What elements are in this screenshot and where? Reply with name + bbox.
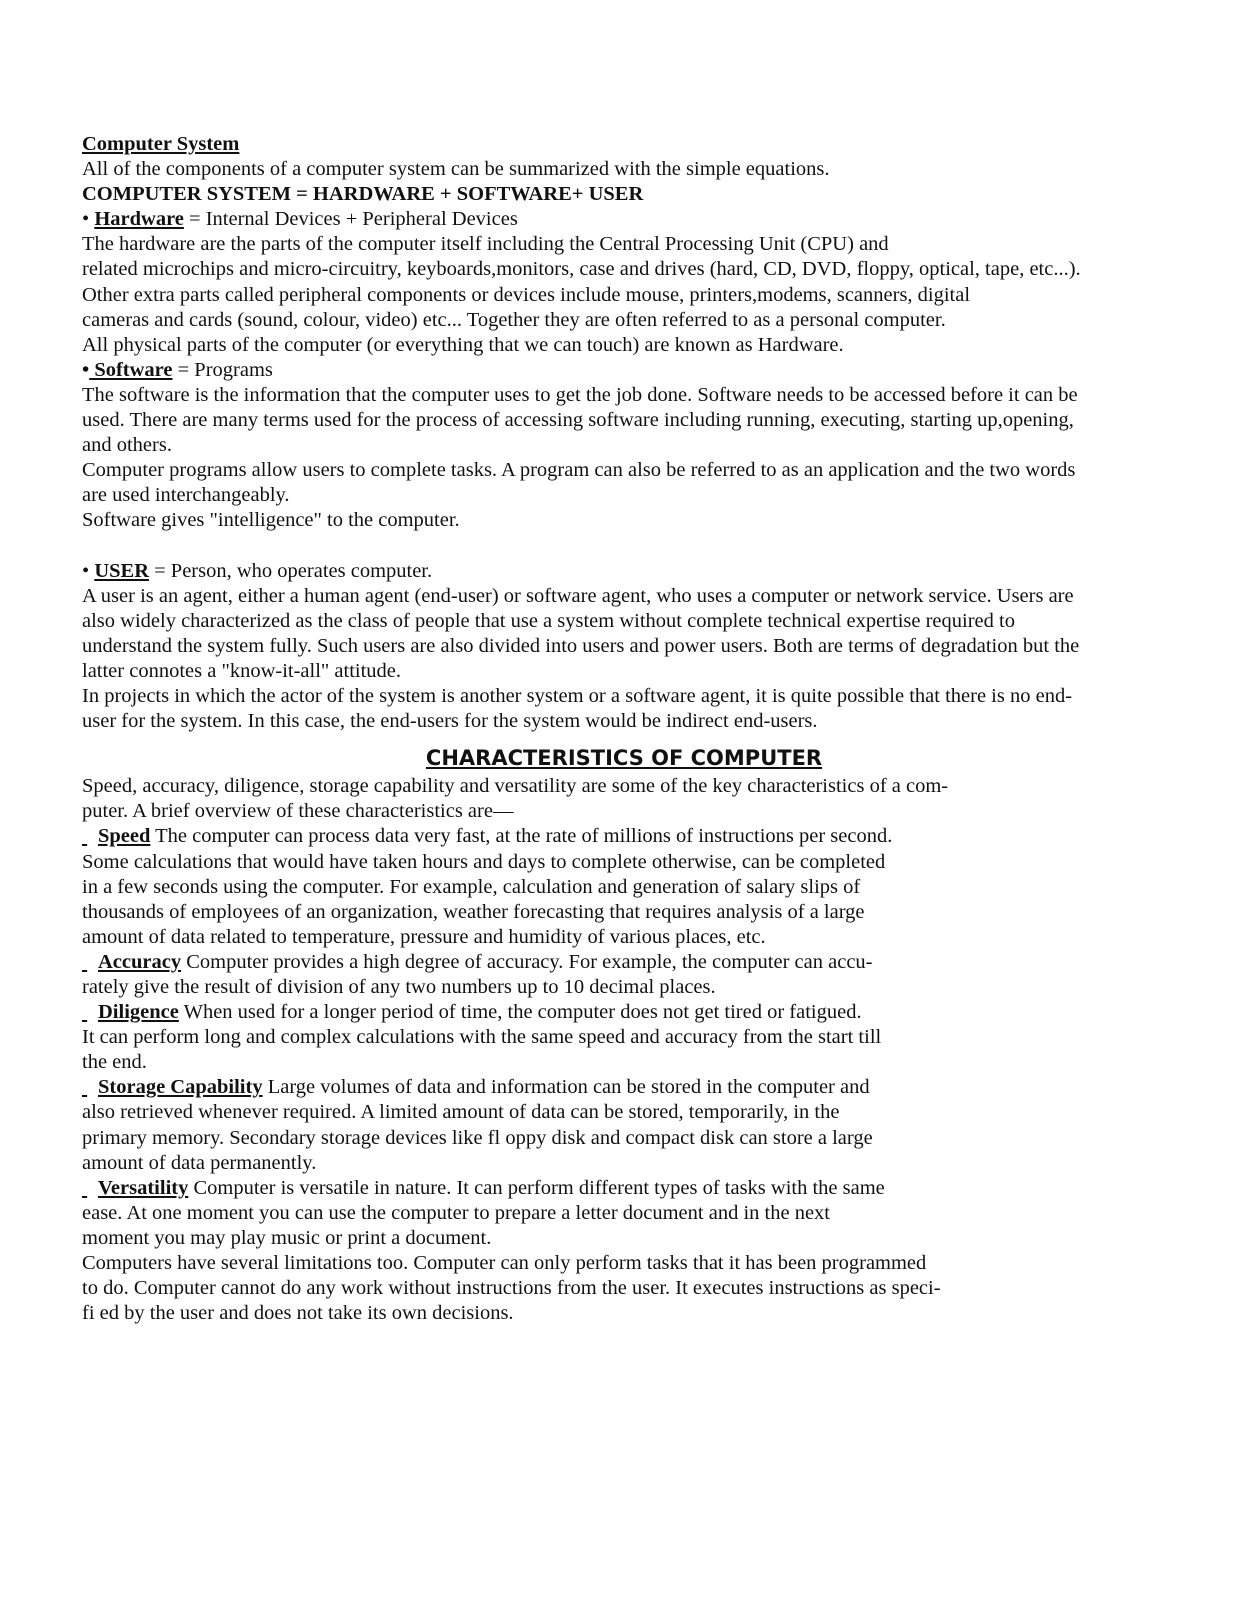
section-title: Computer System (82, 133, 240, 155)
storage-term: Storage Capability (98, 1076, 263, 1099)
document-page (82, 132, 1162, 1326)
bullet: • (82, 358, 90, 381)
user-line: A user is an agent, either a human agent (end-user) or software agent, who uses a computer or network service. Users are (82, 584, 1074, 607)
accuracy-line: rately give the result of division of any two numbers up to 10 decimal places. (82, 976, 716, 998)
hardware-definition: = Internal Devices + Peripheral Devices (183, 208, 518, 231)
versatility-text: Computer is versatile in nature. It can perform different types of tasks with the same (188, 1176, 885, 1199)
limitations-line: fi ed by the user and does not take its own decisions. (82, 1302, 514, 1325)
bullet: • (82, 559, 90, 582)
storage-line: amount of data permanently. (82, 1151, 317, 1174)
equation-text: COMPUTER SYSTEM = HARDWARE + SOFTWARE+ USER (82, 183, 644, 206)
speed-item (82, 824, 1162, 849)
limitations-line: Computers have several limitations too. Computer can only perform tasks that it has been programmed (82, 1252, 927, 1275)
software-line: used. There are many terms used for the process of accessing software including running, executing, starting up,opening, (82, 409, 1074, 432)
hardware-line: cameras and cards (sound, colour, video) etc... Together they are often referred to as a personal computer. (82, 308, 946, 331)
speed-line: Some calculations that would have taken hours and days to complete otherwise, can be completed (82, 850, 886, 873)
hardware-heading (82, 207, 1162, 232)
user-term: USER (94, 559, 149, 582)
speed-line: in a few seconds using the computer. For example, calculation and generation of salary slips of (82, 875, 861, 898)
user-definition: = Person, who operates computer. (149, 559, 433, 582)
hardware-line: Other extra parts called peripheral components or devices include mouse, printers,modems, scanners, digital (82, 283, 971, 306)
software-line: are used interchangeably. (82, 484, 290, 507)
characteristics-intro: Speed, accuracy, diligence, storage capability and versatility are some of the key characteristics of a com- (82, 775, 949, 798)
versatility-term: Versatility (98, 1176, 189, 1199)
diligence-line: the end. (82, 1051, 147, 1074)
software-line: The software is the information that the computer uses to get the job done. Software needs to be accessed before it can be (82, 383, 1078, 406)
spacer (82, 534, 1162, 559)
diligence-term: Diligence (98, 1001, 179, 1024)
user-line: also widely characterized as the class of people that use a system without complete technical expertise required to (82, 609, 1015, 632)
hardware-term: Hardware (94, 208, 184, 231)
storage-item (82, 1075, 1162, 1100)
user-line: In projects in which the actor of the system is another system or a software agent, it is quite possible that there is no end- (82, 685, 1073, 708)
software-line: Software gives "intelligence" to the computer. (82, 509, 460, 532)
versatility-line: ease. At one moment you can use the computer to prepare a letter document and in the next (82, 1201, 830, 1224)
characteristics-intro: puter. A brief overview of these characteristics are— (82, 800, 514, 823)
limitations-line: to do. Computer cannot do any work without instructions from the user. It executes instructions as speci- (82, 1277, 941, 1300)
hardware-line: All physical parts of the computer (or everything that we can touch) are known as Hardware. (82, 333, 844, 356)
hardware-line: The hardware are the parts of the computer itself including the Central Processing Unit (CPU) and (82, 233, 889, 256)
software-term: Software (89, 358, 173, 381)
storage-text: Large volumes of data and information can be stored in the computer and (262, 1076, 870, 1099)
software-line: Computer programs allow users to complete tasks. A program can also be referred to as an application and the two words (82, 459, 1076, 482)
user-line: understand the system fully. Such users are also divided into users and power users. Both are terms of degradation but the (82, 634, 1080, 657)
diligence-line: It can perform long and complex calculations with the same speed and accuracy from the start till (82, 1026, 882, 1049)
speed-term: Speed (98, 825, 151, 848)
software-line: and others. (82, 434, 172, 457)
storage-line: primary memory. Secondary storage devices like fl oppy disk and compact disk can store a large (82, 1126, 873, 1149)
accuracy-text: Computer provides a high degree of accuracy. For example, the computer can accu- (181, 950, 873, 973)
accuracy-item (82, 950, 1162, 975)
diligence-text: When used for a longer period of time, the computer does not get tired or fatigued. (178, 1001, 862, 1024)
intro-text: All of the components of a computer system can be summarized with the simple equations. (82, 158, 830, 181)
hardware-line: related microchips and micro-circuitry, keyboards,monitors, case and drives (hard, CD, DVD, floppy, optical, tape, etc...). (82, 258, 1081, 281)
characteristics-heading: CHARACTERISTICS OF COMPUTER (425, 746, 823, 771)
versatility-line: moment you may play music or print a document. (82, 1226, 492, 1249)
speed-line: amount of data related to temperature, pressure and humidity of various places, etc. (82, 925, 766, 948)
software-heading (82, 358, 1162, 383)
speed-text: The computer can process data very fast, at the rate of millions of instructions per second. (150, 825, 893, 848)
software-definition: = Programs (172, 358, 273, 381)
user-heading (82, 559, 1162, 584)
storage-line: also retrieved whenever required. A limited amount of data can be stored, temporarily, in the (82, 1101, 840, 1124)
user-line: user for the system. In this case, the end-users for the system would be indirect end-users. (82, 710, 818, 733)
accuracy-term: Accuracy (98, 950, 182, 973)
versatility-item (82, 1176, 1162, 1201)
user-line: latter connotes a "know-it-all" attitude. (82, 659, 402, 682)
speed-line: thousands of employees of an organization, weather forecasting that requires analysis of a large (82, 900, 865, 923)
bullet: • (82, 208, 90, 231)
diligence-item (82, 1000, 1162, 1025)
